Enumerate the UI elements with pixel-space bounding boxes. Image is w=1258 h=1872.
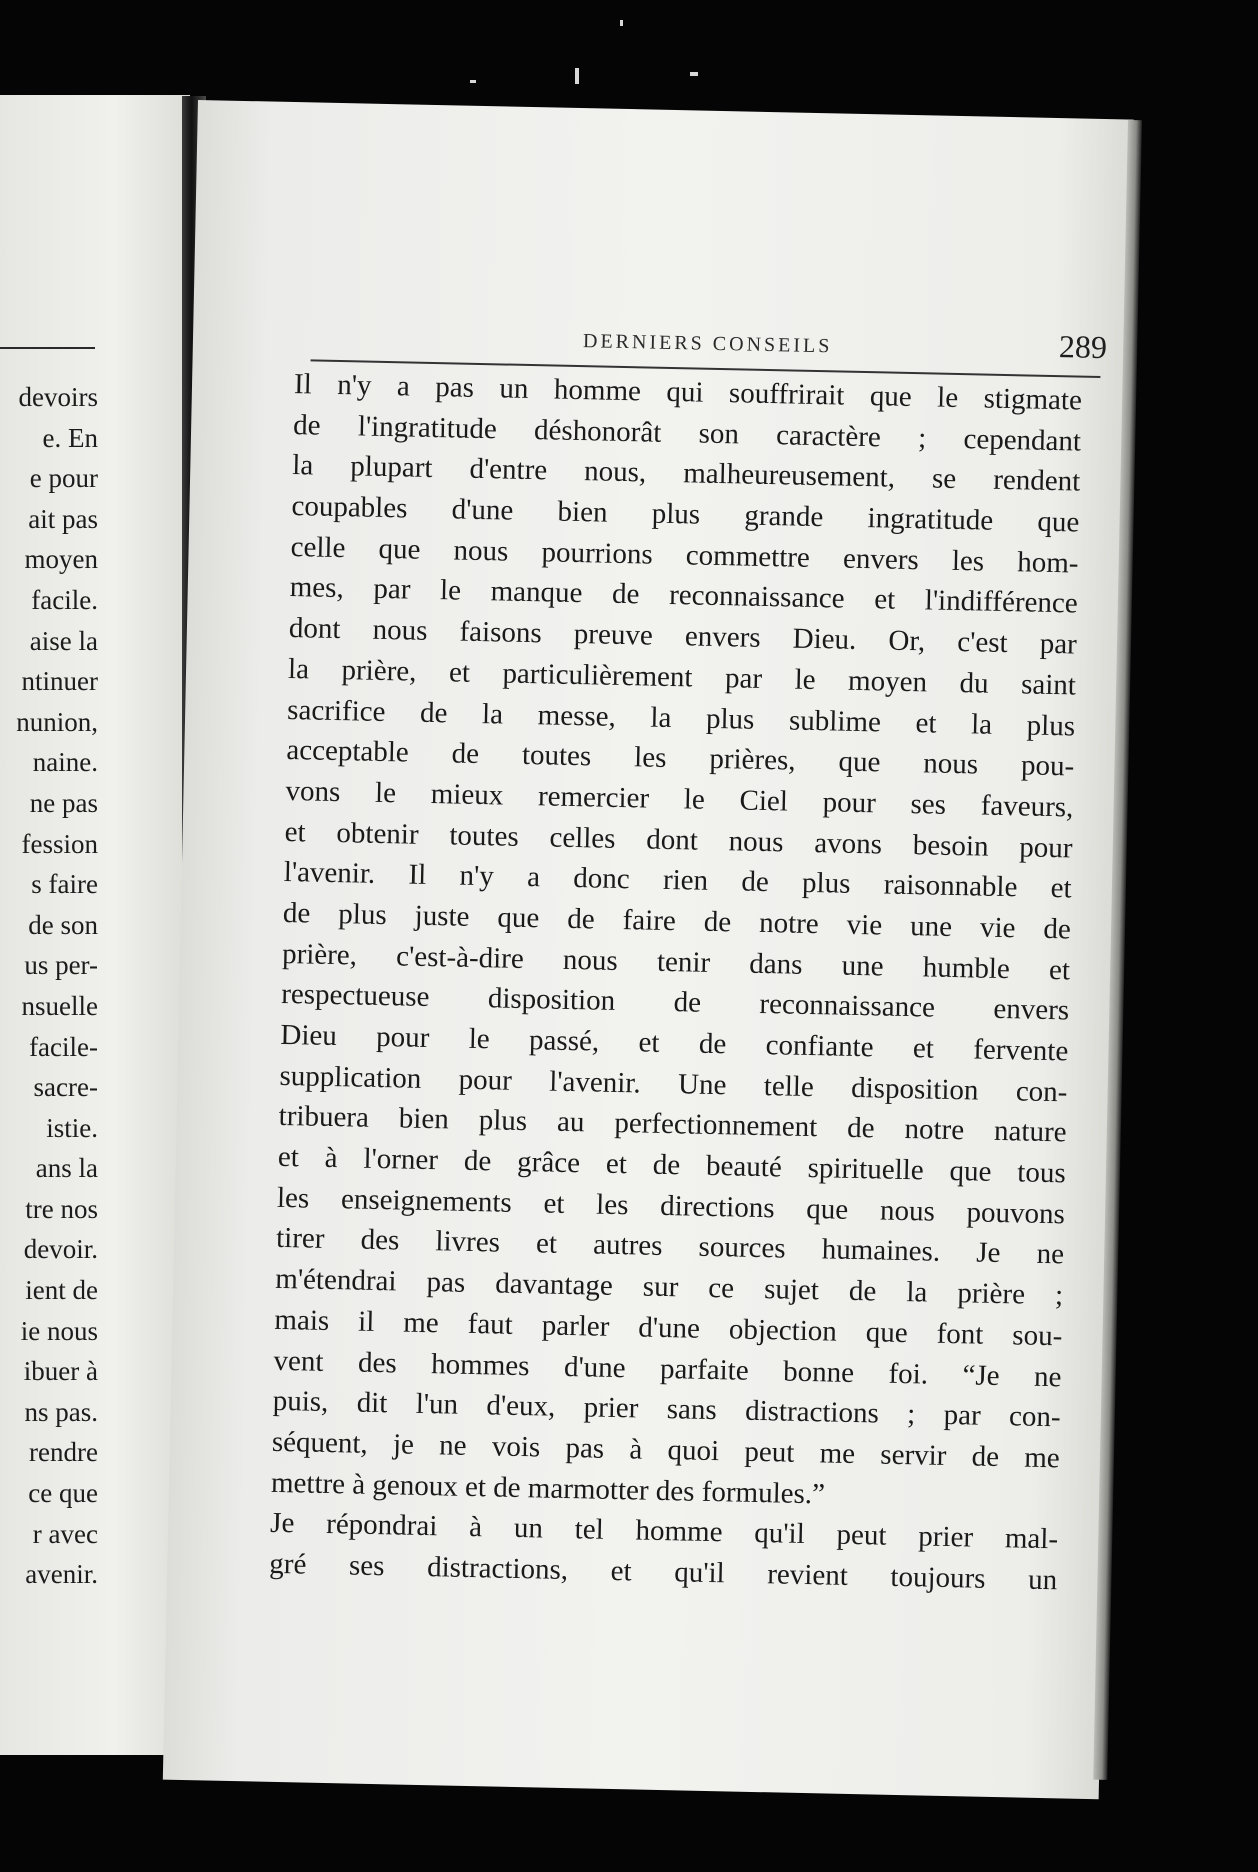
text-line: vent des hommes d'une parfaite bonne foi. “Je ne xyxy=(273,1344,1062,1393)
running-head: DERNIERS CONSEILS xyxy=(582,330,833,358)
left-line: avenir. xyxy=(25,1559,98,1590)
main-page xyxy=(163,100,1134,1799)
text-line: tribuera bien plus au perfectionnement de notre nature xyxy=(278,1100,1067,1149)
scan-speck xyxy=(470,80,476,83)
left-line: devoir. xyxy=(23,1234,98,1265)
text-line: la plupart d'entre nous, malheureusement, se rendent xyxy=(292,449,1081,498)
text-line: respectueuse disposition de reconnaissance envers xyxy=(280,978,1070,1027)
text-line: Dieu pour le passé, et de confiante et fervente xyxy=(280,1018,1069,1068)
left-line: r avec xyxy=(32,1518,98,1549)
text-line: de plus juste que de faire de notre vie une vie de xyxy=(282,896,1072,946)
left-line: istie. xyxy=(46,1112,98,1143)
left-line: moyen xyxy=(24,544,98,575)
text-line: mais il me faut parler d'une objection que font sou- xyxy=(274,1303,1063,1353)
left-line: s faire xyxy=(31,869,98,900)
left-line: us per- xyxy=(24,950,98,981)
text-line: supplication pour l'avenir. Une telle disposition con- xyxy=(279,1059,1068,1109)
left-line: ient de xyxy=(25,1275,98,1306)
scan-speck xyxy=(620,20,623,26)
left-line: rendre xyxy=(29,1437,98,1468)
left-line: ans la xyxy=(35,1153,98,1184)
left-line: devoirs xyxy=(18,382,98,412)
text-line: tirer des livres et autres sources humaines. Je ne xyxy=(275,1222,1065,1271)
text-line: acceptable de toutes les prières, que nous pou- xyxy=(286,734,1075,783)
text-line: et à l'orner de grâce et de beauté spirituelle que tous xyxy=(277,1140,1067,1190)
text-line: vons le mieux remercier le Ciel pour ses faveurs, xyxy=(285,774,1074,824)
left-line: ibuer à xyxy=(23,1356,98,1387)
text-line: les enseignements et les directions que nous pouvons xyxy=(276,1181,1066,1231)
text-line: séquent, je ne vois pas à quoi peut me servir de me xyxy=(271,1425,1061,1475)
left-line: naine. xyxy=(32,747,98,778)
left-page-text xyxy=(16,377,98,1595)
left-line: aise la xyxy=(29,625,98,656)
text-line: l'avenir. Il n'y a donc rien de plus raisonnable et xyxy=(283,856,1073,905)
left-header-rule xyxy=(0,347,95,349)
text-line: la prière, et particulièrement par le moyen du saint xyxy=(287,652,1077,702)
left-line: ntinuer xyxy=(21,666,98,697)
scan-speck xyxy=(575,68,579,84)
left-line: facile- xyxy=(29,1031,98,1062)
text-line: m'étendrai pas davantage sur ce sujet de la prière ; xyxy=(274,1263,1064,1312)
left-line: ce que xyxy=(28,1478,98,1509)
text-line: puis, dit l'un d'eux, prier sans distractions ; par con- xyxy=(272,1385,1061,1434)
left-line: de son xyxy=(28,909,98,940)
text-line: mes, par le manque de reconnaissance et l'indifférence xyxy=(289,571,1078,620)
left-line: ns pas. xyxy=(24,1396,98,1427)
text-line: celle que nous pourrions commettre envers les hom- xyxy=(290,530,1079,580)
text-line: sacrifice de la messe, la plus sublime et la plus xyxy=(286,693,1076,743)
left-line: nsuelle xyxy=(21,990,98,1021)
text-line: dont nous faisons preuve envers Dieu. Or, c'est par xyxy=(288,612,1078,661)
left-line: fession xyxy=(21,828,98,859)
left-line: sacre- xyxy=(33,1072,98,1103)
text-line: prière, c'est-à-dire nous tenir dans une humble et xyxy=(281,937,1071,987)
left-line: e. En xyxy=(42,422,98,453)
text-line: gré ses distractions, et qu'il revient toujours un xyxy=(269,1547,1058,1597)
text-line: et obtenir toutes celles dont nous avons besoin pour xyxy=(284,815,1073,865)
page-number: 289 xyxy=(1058,328,1108,366)
text-line: coupables d'une bien plus grande ingratitude que xyxy=(291,490,1080,539)
left-line: ie nous xyxy=(20,1315,98,1346)
body-text xyxy=(269,364,1082,1601)
left-line: tre nos xyxy=(25,1193,98,1224)
text-line: mettre à genoux et de marmotter des formules.” xyxy=(270,1466,826,1510)
left-line: e pour xyxy=(29,463,98,494)
left-line: ne pas xyxy=(29,787,98,818)
text-line: Il n'y a pas un homme qui souffrirait que le stigmate xyxy=(293,368,1083,417)
previous-page-fragment xyxy=(0,95,190,1755)
left-line: facile. xyxy=(31,584,98,615)
scan-speck xyxy=(690,72,698,76)
text-line: Je répondrai à un tel homme qu'il peut prier mal- xyxy=(269,1507,1059,1556)
text-line: de l'ingratitude déshonorât son caractère ; cependant xyxy=(292,408,1082,458)
left-line: nunion, xyxy=(16,706,98,737)
left-line: ait pas xyxy=(28,503,98,534)
